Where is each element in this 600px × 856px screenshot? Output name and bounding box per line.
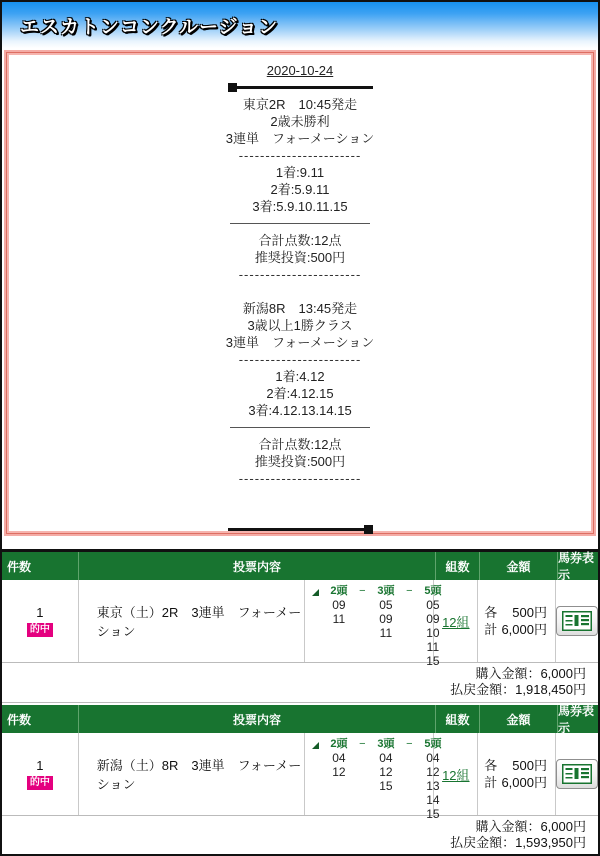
amount-total-line bbox=[484, 621, 547, 638]
table-row bbox=[2, 733, 598, 821]
vote-table-niigata bbox=[2, 705, 598, 856]
formation-separator: − bbox=[406, 585, 413, 597]
formation-number: 04 bbox=[332, 751, 346, 765]
formation-number: 14 bbox=[426, 793, 440, 807]
thin-rule bbox=[230, 223, 370, 224]
note-line-text: 新潟8R 13:45発走 bbox=[242, 301, 358, 316]
note-lines bbox=[7, 62, 593, 538]
page-title: エスカトンコンクルージョン bbox=[20, 16, 279, 38]
formation-block bbox=[304, 733, 442, 821]
note-line-text: 東京2R 10:45発走 bbox=[242, 97, 358, 112]
amount-total-value: 6,000円 bbox=[501, 622, 547, 637]
amount-total-value: 6,000円 bbox=[501, 775, 547, 790]
note-line-rule bbox=[7, 419, 593, 436]
rule-bar bbox=[228, 528, 364, 531]
square-marker bbox=[228, 83, 237, 92]
formation-header bbox=[322, 584, 442, 598]
formation-number: 15 bbox=[426, 807, 440, 821]
formation-col-label: 3頭 bbox=[377, 585, 395, 597]
sets-link[interactable]: 12組 bbox=[442, 767, 470, 783]
formation-separator: − bbox=[406, 738, 413, 750]
note-line-text: 合計点数:12点 bbox=[258, 437, 342, 452]
col-header-content: 投票内容 bbox=[78, 552, 435, 580]
note-line-text: 1着:4.12 bbox=[275, 369, 325, 384]
formation-number: 12 bbox=[332, 765, 346, 779]
amount-total-label: 計 bbox=[484, 775, 498, 790]
amount-each-line bbox=[484, 604, 547, 621]
amount-each-value: 500円 bbox=[512, 605, 547, 620]
formation-col-label: 5頭 bbox=[424, 585, 442, 597]
formation-number: 15 bbox=[379, 779, 393, 793]
formation-number: 04 bbox=[426, 751, 440, 765]
refund-amount: 払戻金額：1,593,950円 bbox=[450, 835, 586, 850]
content-cell bbox=[78, 580, 442, 668]
formation-number: 09 bbox=[332, 598, 346, 612]
thin-rule bbox=[230, 427, 370, 428]
note-line-dash: ----------------------- bbox=[238, 267, 362, 282]
col-header-count: 件数 bbox=[7, 712, 32, 727]
col-header-sets: 組数 bbox=[435, 552, 479, 580]
note-line-blank bbox=[7, 487, 593, 504]
formation-separator: − bbox=[359, 738, 366, 750]
content-cell bbox=[78, 733, 442, 821]
amount-cell bbox=[477, 733, 555, 815]
table-row bbox=[2, 580, 598, 668]
race-name: 東京（土）2R 3連単 フォーメーション bbox=[96, 605, 302, 639]
col-header-amount: 金額 bbox=[479, 705, 557, 733]
note-line-text: 3着:5.9.10.11.15 bbox=[252, 199, 348, 214]
note-line-text: 1着:9.11 bbox=[275, 165, 325, 180]
formation-col-label: 2頭 bbox=[330, 585, 348, 597]
formation-col-label: 2頭 bbox=[330, 738, 348, 750]
amount-total-label: 計 bbox=[484, 622, 498, 637]
col-header-ticket: 馬券表示 bbox=[557, 552, 598, 580]
formation-number: 13 bbox=[426, 779, 440, 793]
formation-number: 12 bbox=[426, 765, 440, 779]
amount-each-label: 各 bbox=[484, 758, 498, 773]
formation-number: 10 bbox=[426, 626, 440, 640]
note-line-text: 3連単 フォーメーション bbox=[225, 131, 375, 146]
note-line-text: 2着:5.9.11 bbox=[270, 182, 330, 197]
formation-header bbox=[322, 737, 442, 751]
formation-number: 11 bbox=[332, 612, 346, 626]
formation-separator: − bbox=[359, 585, 366, 597]
formation-block bbox=[304, 580, 442, 668]
purchase-amount: 購入金額：6,000円 bbox=[475, 666, 586, 681]
race-name: 新潟（土）8R 3連単 フォーメーション bbox=[96, 758, 302, 792]
count-number: 1 bbox=[36, 604, 44, 620]
col-header-content: 投票内容 bbox=[78, 705, 435, 733]
col-header-amount: 金額 bbox=[479, 552, 557, 580]
amount-cell bbox=[477, 580, 555, 662]
amount-each-label: 各 bbox=[484, 605, 498, 620]
note-line-blank bbox=[7, 283, 593, 300]
note-line-text: 推奨投資:500円 bbox=[254, 250, 346, 265]
spacer bbox=[2, 534, 598, 549]
ticket-cell bbox=[555, 580, 598, 662]
note-line-text: 2歳未勝利 bbox=[270, 114, 330, 129]
ticket-icon bbox=[562, 611, 592, 631]
ticket-cell bbox=[555, 733, 598, 815]
ticket-display-button[interactable] bbox=[556, 606, 598, 636]
count-cell bbox=[2, 580, 78, 662]
formation-col-label: 3頭 bbox=[377, 738, 395, 750]
purchase-amount: 購入金額：6,000円 bbox=[475, 819, 586, 834]
formation-number: 12 bbox=[379, 765, 393, 779]
table-header-row bbox=[2, 552, 598, 580]
note-line-dash: ----------------------- bbox=[238, 148, 362, 163]
vote-table-tokyo bbox=[2, 552, 598, 703]
formation-number: 09 bbox=[426, 612, 440, 626]
table-footer bbox=[2, 815, 598, 856]
ticket-icon bbox=[562, 764, 592, 784]
table-header-row bbox=[2, 705, 598, 733]
triangle-icon bbox=[312, 742, 319, 749]
formation-numbers bbox=[322, 598, 440, 668]
note-line-date: 2020-10-24 bbox=[266, 63, 334, 78]
ticket-display-button[interactable] bbox=[556, 759, 598, 789]
refund-amount: 払戻金額：1,918,450円 bbox=[450, 682, 586, 697]
note-line-text: 推奨投資:500円 bbox=[254, 454, 346, 469]
col-header-count: 件数 bbox=[7, 559, 32, 574]
sets-link[interactable]: 12組 bbox=[442, 614, 470, 630]
formation-column bbox=[322, 598, 355, 668]
amount-each-line bbox=[484, 757, 547, 774]
count-cell bbox=[2, 733, 78, 815]
col-header-ticket: 馬券表示 bbox=[557, 705, 598, 733]
formation-column bbox=[416, 751, 449, 821]
formation-number: 11 bbox=[426, 640, 440, 654]
formation-number: 09 bbox=[379, 612, 393, 626]
formation-col-label: 5頭 bbox=[424, 738, 442, 750]
formation-number: 04 bbox=[379, 751, 393, 765]
note-line-dash: ----------------------- bbox=[238, 352, 362, 367]
amount-total-line bbox=[484, 774, 547, 791]
note-line-text: 3着:4.12.13.14.15 bbox=[248, 403, 352, 418]
formation-column bbox=[322, 751, 355, 821]
formation-number: 15 bbox=[426, 654, 440, 668]
formation-number: 11 bbox=[379, 626, 393, 640]
title-banner bbox=[2, 2, 598, 48]
note-line-text: 合計点数:12点 bbox=[258, 233, 342, 248]
formation-number: 05 bbox=[379, 598, 393, 612]
col-header-sets: 組数 bbox=[435, 705, 479, 733]
formation-numbers bbox=[322, 751, 440, 821]
note-line-text: 3歳以上1勝クラス bbox=[247, 318, 353, 333]
rule-bar bbox=[237, 86, 373, 89]
formation-column bbox=[416, 598, 449, 668]
table-footer bbox=[2, 662, 598, 703]
note-line-rule bbox=[7, 215, 593, 232]
prediction-note-box bbox=[6, 52, 594, 534]
hit-badge: 的中 bbox=[27, 776, 53, 791]
note-line-text: 3連単 フォーメーション bbox=[225, 335, 375, 350]
formation-number: 05 bbox=[426, 598, 440, 612]
triangle-icon bbox=[312, 589, 319, 596]
square-marker bbox=[364, 525, 373, 534]
note-line-dash: ----------------------- bbox=[238, 471, 362, 486]
formation-column bbox=[369, 751, 402, 821]
amount-each-value: 500円 bbox=[512, 758, 547, 773]
hit-badge: 的中 bbox=[27, 623, 53, 638]
formation-column bbox=[369, 598, 402, 668]
note-line-text: 2着:4.12.15 bbox=[266, 386, 334, 401]
count-number: 1 bbox=[36, 757, 44, 773]
note-line-blank bbox=[7, 504, 593, 521]
note-line-open bbox=[7, 79, 593, 96]
